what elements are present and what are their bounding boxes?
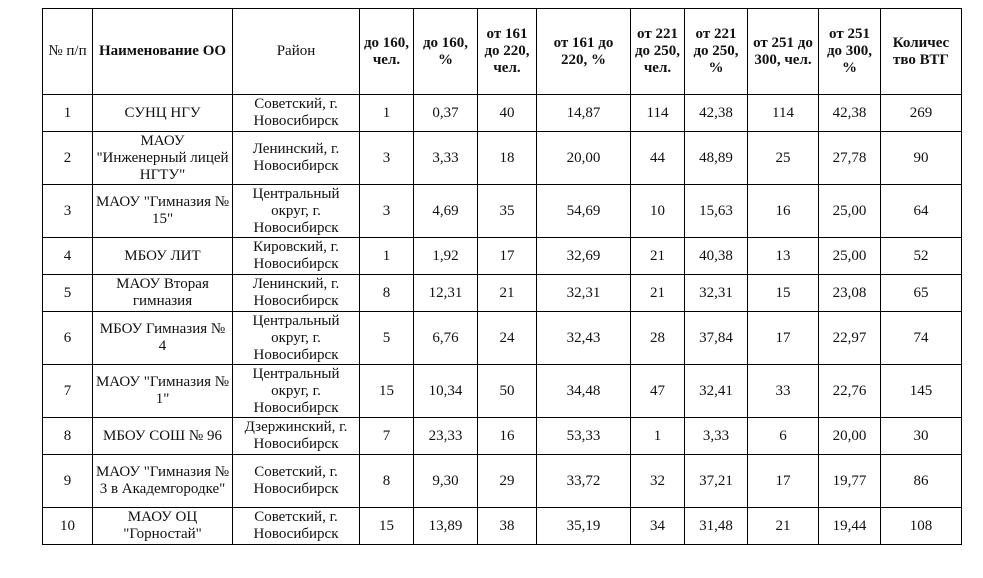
table-body bbox=[43, 95, 962, 545]
cell-c7: 16 bbox=[748, 185, 819, 238]
cell-name: МБОУ СОШ № 96 bbox=[93, 418, 233, 455]
results-table bbox=[42, 8, 962, 545]
cell-c3: 38 bbox=[478, 508, 537, 545]
cell-c9: 52 bbox=[881, 238, 962, 275]
cell-name: МАОУ ОЦ "Горностай" bbox=[93, 508, 233, 545]
cell-c6: 31,48 bbox=[685, 508, 748, 545]
cell-c8: 19,77 bbox=[819, 455, 881, 508]
cell-c2: 4,69 bbox=[414, 185, 478, 238]
cell-c4: 35,19 bbox=[537, 508, 631, 545]
cell-district: Ленинский, г. Новосибирск bbox=[233, 132, 360, 185]
cell-name: МАОУ "Гимназия № 1" bbox=[93, 365, 233, 418]
table-row bbox=[43, 185, 962, 238]
cell-c1: 3 bbox=[360, 132, 414, 185]
cell-c5: 34 bbox=[631, 508, 685, 545]
header-name: Наименование ОО bbox=[93, 9, 233, 95]
cell-name: МАОУ "Гимназия № 3 в Академгородке" bbox=[93, 455, 233, 508]
cell-c7: 13 bbox=[748, 238, 819, 275]
cell-name: МБОУ ЛИТ bbox=[93, 238, 233, 275]
cell-name: МАОУ "Гимназия № 15" bbox=[93, 185, 233, 238]
cell-num: 4 bbox=[43, 238, 93, 275]
cell-c3: 24 bbox=[478, 312, 537, 365]
cell-c6: 48,89 bbox=[685, 132, 748, 185]
cell-c8: 42,38 bbox=[819, 95, 881, 132]
cell-c6: 3,33 bbox=[685, 418, 748, 455]
cell-c2: 12,31 bbox=[414, 275, 478, 312]
cell-num: 2 bbox=[43, 132, 93, 185]
table-row bbox=[43, 95, 962, 132]
cell-c8: 25,00 bbox=[819, 185, 881, 238]
table-row bbox=[43, 365, 962, 418]
cell-c7: 6 bbox=[748, 418, 819, 455]
cell-c8: 23,08 bbox=[819, 275, 881, 312]
cell-c3: 40 bbox=[478, 95, 537, 132]
cell-c9: 64 bbox=[881, 185, 962, 238]
cell-c9: 86 bbox=[881, 455, 962, 508]
table-row bbox=[43, 238, 962, 275]
cell-c4: 54,69 bbox=[537, 185, 631, 238]
cell-c9: 30 bbox=[881, 418, 962, 455]
cell-c6: 32,41 bbox=[685, 365, 748, 418]
cell-name: МБОУ Гимназия № 4 bbox=[93, 312, 233, 365]
cell-c5: 114 bbox=[631, 95, 685, 132]
table-row bbox=[43, 275, 962, 312]
cell-c9: 74 bbox=[881, 312, 962, 365]
cell-c1: 7 bbox=[360, 418, 414, 455]
header-c3: от 161 до 220, чел. bbox=[478, 9, 537, 95]
cell-c1: 1 bbox=[360, 238, 414, 275]
cell-c4: 34,48 bbox=[537, 365, 631, 418]
cell-name: МАОУ Вторая гимназия bbox=[93, 275, 233, 312]
cell-c8: 27,78 bbox=[819, 132, 881, 185]
cell-c4: 32,31 bbox=[537, 275, 631, 312]
cell-num: 10 bbox=[43, 508, 93, 545]
cell-c4: 32,43 bbox=[537, 312, 631, 365]
cell-num: 3 bbox=[43, 185, 93, 238]
header-district: Район bbox=[233, 9, 360, 95]
cell-c5: 44 bbox=[631, 132, 685, 185]
cell-c5: 10 bbox=[631, 185, 685, 238]
cell-c3: 18 bbox=[478, 132, 537, 185]
cell-district: Дзержинский, г. Новосибирск bbox=[233, 418, 360, 455]
cell-c7: 15 bbox=[748, 275, 819, 312]
table-row bbox=[43, 312, 962, 365]
cell-num: 6 bbox=[43, 312, 93, 365]
cell-district: Советский, г. Новосибирск bbox=[233, 95, 360, 132]
cell-c1: 15 bbox=[360, 508, 414, 545]
cell-c9: 269 bbox=[881, 95, 962, 132]
cell-c7: 33 bbox=[748, 365, 819, 418]
cell-c2: 1,92 bbox=[414, 238, 478, 275]
cell-c1: 15 bbox=[360, 365, 414, 418]
cell-c2: 9,30 bbox=[414, 455, 478, 508]
cell-c3: 35 bbox=[478, 185, 537, 238]
table-row bbox=[43, 132, 962, 185]
table-row bbox=[43, 455, 962, 508]
cell-c8: 20,00 bbox=[819, 418, 881, 455]
cell-c2: 6,76 bbox=[414, 312, 478, 365]
cell-c8: 25,00 bbox=[819, 238, 881, 275]
cell-c5: 21 bbox=[631, 238, 685, 275]
cell-c6: 32,31 bbox=[685, 275, 748, 312]
cell-c3: 16 bbox=[478, 418, 537, 455]
cell-c2: 0,37 bbox=[414, 95, 478, 132]
cell-c8: 22,97 bbox=[819, 312, 881, 365]
table-row bbox=[43, 508, 962, 545]
cell-c4: 32,69 bbox=[537, 238, 631, 275]
cell-c9: 90 bbox=[881, 132, 962, 185]
cell-district: Центральный округ, г. Новосибирск bbox=[233, 365, 360, 418]
cell-c7: 17 bbox=[748, 312, 819, 365]
document-page bbox=[42, 8, 962, 545]
cell-c4: 53,33 bbox=[537, 418, 631, 455]
cell-c2: 3,33 bbox=[414, 132, 478, 185]
table-row bbox=[43, 418, 962, 455]
cell-num: 9 bbox=[43, 455, 93, 508]
cell-c7: 25 bbox=[748, 132, 819, 185]
cell-c4: 33,72 bbox=[537, 455, 631, 508]
cell-c1: 1 bbox=[360, 95, 414, 132]
cell-c7: 114 bbox=[748, 95, 819, 132]
cell-district: Кировский, г. Новосибирск bbox=[233, 238, 360, 275]
cell-c6: 42,38 bbox=[685, 95, 748, 132]
cell-c3: 17 bbox=[478, 238, 537, 275]
cell-num: 8 bbox=[43, 418, 93, 455]
cell-name: МАОУ "Инженерный лицей НГТУ" bbox=[93, 132, 233, 185]
cell-num: 7 bbox=[43, 365, 93, 418]
header-row bbox=[43, 9, 962, 95]
cell-c6: 15,63 bbox=[685, 185, 748, 238]
cell-c5: 21 bbox=[631, 275, 685, 312]
cell-c5: 1 bbox=[631, 418, 685, 455]
header-c6: от 221 до 250, % bbox=[685, 9, 748, 95]
cell-c5: 47 bbox=[631, 365, 685, 418]
cell-c5: 32 bbox=[631, 455, 685, 508]
cell-district: Советский, г. Новосибирск bbox=[233, 508, 360, 545]
cell-district: Центральный округ, г. Новосибирск bbox=[233, 185, 360, 238]
cell-c4: 14,87 bbox=[537, 95, 631, 132]
cell-c6: 40,38 bbox=[685, 238, 748, 275]
header-c4: от 161 до 220, % bbox=[537, 9, 631, 95]
cell-c8: 22,76 bbox=[819, 365, 881, 418]
header-c7: от 251 до 300, чел. bbox=[748, 9, 819, 95]
header-num: № п/п bbox=[43, 9, 93, 95]
cell-c2: 13,89 bbox=[414, 508, 478, 545]
cell-c3: 21 bbox=[478, 275, 537, 312]
cell-c3: 29 bbox=[478, 455, 537, 508]
cell-num: 5 bbox=[43, 275, 93, 312]
cell-c7: 17 bbox=[748, 455, 819, 508]
cell-c8: 19,44 bbox=[819, 508, 881, 545]
cell-c6: 37,84 bbox=[685, 312, 748, 365]
cell-num: 1 bbox=[43, 95, 93, 132]
cell-c2: 10,34 bbox=[414, 365, 478, 418]
cell-c9: 108 bbox=[881, 508, 962, 545]
header-c1: до 160, чел. bbox=[360, 9, 414, 95]
cell-district: Советский, г. Новосибирск bbox=[233, 455, 360, 508]
header-c5: от 221 до 250, чел. bbox=[631, 9, 685, 95]
cell-c9: 145 bbox=[881, 365, 962, 418]
cell-c9: 65 bbox=[881, 275, 962, 312]
cell-c3: 50 bbox=[478, 365, 537, 418]
cell-c1: 8 bbox=[360, 455, 414, 508]
cell-c6: 37,21 bbox=[685, 455, 748, 508]
cell-c1: 5 bbox=[360, 312, 414, 365]
cell-name: СУНЦ НГУ bbox=[93, 95, 233, 132]
header-c9: Количес тво ВТГ bbox=[881, 9, 962, 95]
cell-district: Центральный округ, г. Новосибирск bbox=[233, 312, 360, 365]
cell-c2: 23,33 bbox=[414, 418, 478, 455]
cell-c4: 20,00 bbox=[537, 132, 631, 185]
cell-c7: 21 bbox=[748, 508, 819, 545]
cell-c1: 3 bbox=[360, 185, 414, 238]
header-c2: до 160, % bbox=[414, 9, 478, 95]
cell-district: Ленинский, г. Новосибирск bbox=[233, 275, 360, 312]
cell-c5: 28 bbox=[631, 312, 685, 365]
header-c8: от 251 до 300, % bbox=[819, 9, 881, 95]
cell-c1: 8 bbox=[360, 275, 414, 312]
